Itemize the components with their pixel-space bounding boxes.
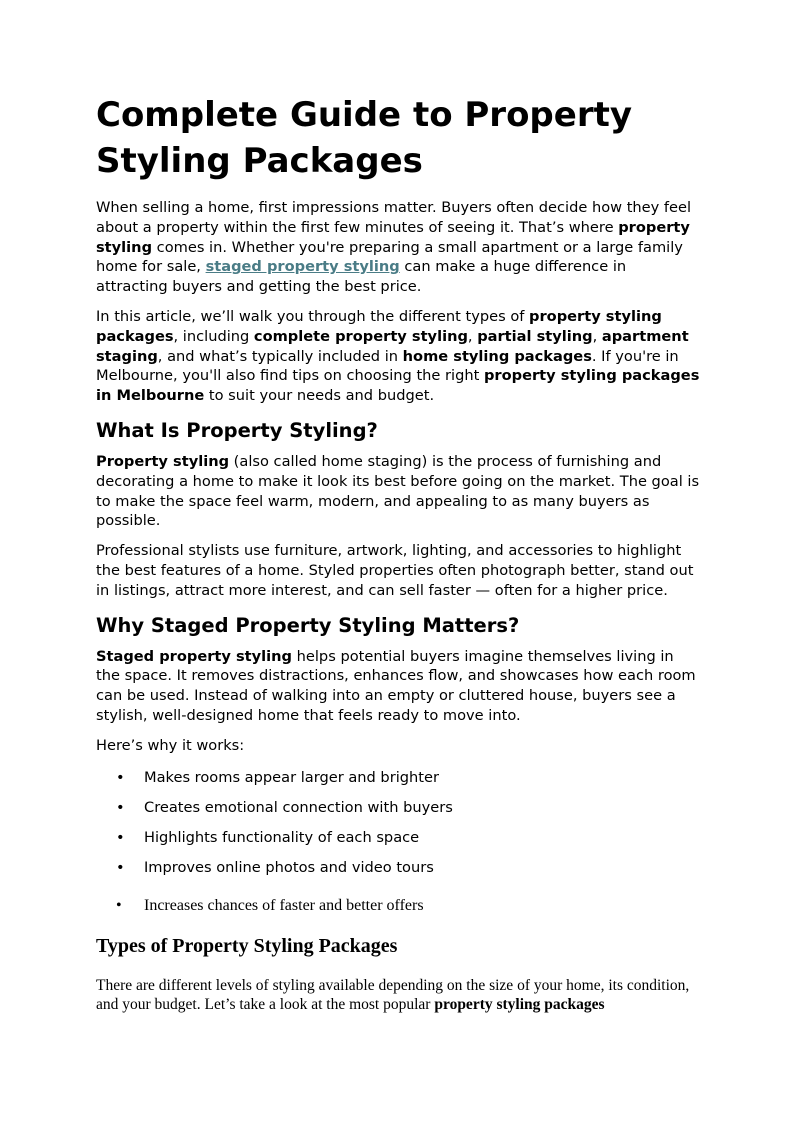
bullet-icon: •: [116, 768, 125, 786]
benefits-list-continued: [96, 896, 700, 916]
section-heading-types: Types of Property Styling Packages: [96, 934, 398, 957]
staged-property-styling-link[interactable]: staged property styling: [205, 258, 400, 276]
intro-paragraph-2: In this article, we’ll walk you through the different types of property styling packages, including complete property styling, partial styling, apartment staging, and what’s typically included in home styling packages. If you're in Melbourne, you'll also find tips on choosing the right property styling packages in Melbourne to suit your needs and budget.: [96, 307, 700, 405]
page-title: Complete Guide to Property Styling Packages: [96, 95, 633, 181]
list-item: • Improves online photos and video tours: [116, 858, 434, 876]
bullet-icon: •: [116, 896, 122, 914]
intro-paragraph-1: When selling a home, first impressions matter. Buyers often decide how they feel about a property within the first few minutes of seeing it. That’s where property styling comes in. Whether you're preparing a small apartment or a large family home for sale, staged property styling can make a huge difference in attracting buyers and getting the best price.: [96, 199, 692, 296]
types-paragraph: There are different levels of styling available depending on the size of your home, its condition, and your budget. Let’s take a look at the most popular property styling packages: [96, 976, 690, 1013]
what-is-paragraph-2: Professional stylists use furniture, artwork, lighting, and accessories to highlight the best features of a home. Styled properties often photograph better, stand out in listings, attract more interest, and can sell faster — often for a higher price.: [96, 542, 694, 599]
list-item: • Increases chances of faster and better offers: [116, 896, 424, 914]
bullet-icon: •: [116, 828, 125, 846]
bullet-icon: •: [116, 858, 125, 876]
what-is-paragraph-1: Property styling (also called home staging) is the process of furnishing and decorating a home to make it look its best before going on the market. The goal is to make the space feel warm, modern, and appealing to as many buyers as possible.: [96, 452, 700, 530]
section-heading-what-is: What Is Property Styling?: [96, 418, 378, 442]
list-item: • Creates emotional connection with buyers: [116, 798, 453, 816]
list-intro: Here’s why it works:: [96, 736, 245, 754]
section-heading-why-staged: Why Staged Property Styling Matters?: [96, 613, 520, 637]
benefits-list: [96, 768, 700, 888]
document-page: [96, 92, 700, 1014]
list-item: • Makes rooms appear larger and brighter: [116, 768, 439, 786]
why-staged-paragraph: Staged property styling helps potential buyers imagine themselves living in the space. It removes distractions, enhances flow, and showcases how each room can be used. Instead of walking into an empty or cluttered house, buyers see a stylish, well-designed home that feels ready to move into.: [96, 647, 696, 724]
list-item: • Highlights functionality of each space: [116, 828, 420, 846]
bullet-icon: •: [116, 798, 125, 816]
